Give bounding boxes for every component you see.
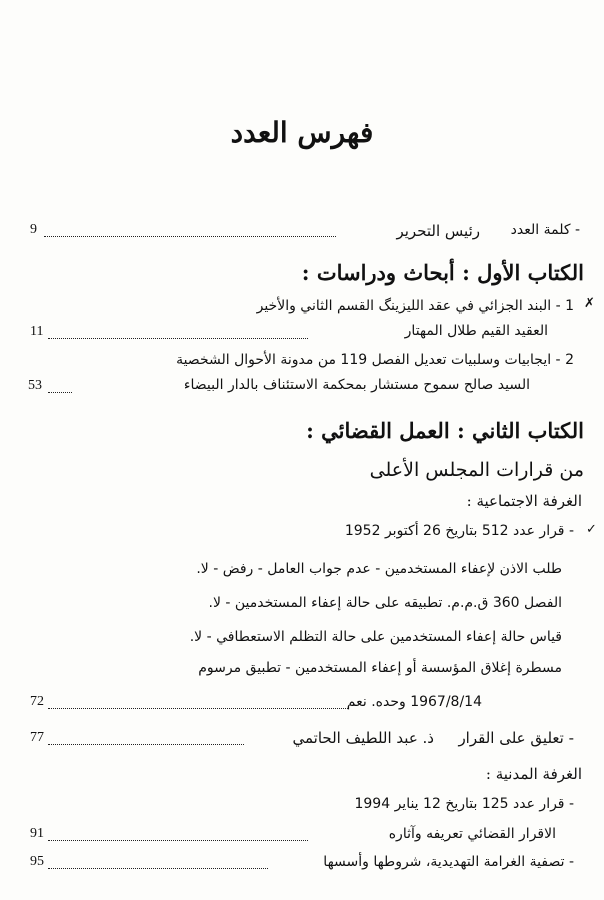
page-title: فهرس العدد — [230, 116, 374, 149]
item2-author: السيد صالح سموح مستشار بمحكمة الاستئناف بالدار البيضاء — [183, 377, 530, 393]
summary-line: قياس حالة إعفاء المستخدمين على حالة التظلم الاستعطافي - لا. — [189, 629, 562, 645]
summary-line: مسطرة إغلاق المؤسسة أو إعفاء المستخدمين - تطبيق مرسوم — [198, 660, 562, 676]
book2-subheading: من قرارات المجلس الأعلى — [369, 459, 584, 481]
book1-heading: الكتاب الأول : أبحاث ودراسات : — [301, 260, 584, 285]
leader-dots — [48, 744, 244, 745]
chamber-civil: الغرفة المدنية : — [485, 765, 582, 783]
book2-heading: الكتاب الثاني : العمل القضائي : — [306, 418, 584, 443]
summary-line: الفصل 360 ق.م.م. تطبيقه على حالة إعفاء المستخدمين - لا. — [208, 595, 562, 611]
leader-dots — [48, 392, 72, 393]
leader-dots — [48, 868, 268, 869]
comment-author: ذ. عبد اللطيف الحاتمي — [292, 729, 434, 747]
leader-dots — [44, 236, 336, 237]
decision2-title: - قرار عدد 125 بتاريخ 12 يناير 1994 — [354, 796, 574, 812]
page-number: 53 — [28, 378, 42, 393]
page-number: 72 — [30, 694, 44, 709]
page-number: 91 — [30, 826, 44, 841]
page-number: 95 — [30, 854, 44, 869]
leader-dots — [48, 840, 308, 841]
item2-title: 2 - ايجابيات وسلبيات تعديل الفصل 119 من مدونة الأحوال الشخصية — [176, 352, 574, 368]
summary-line: 1967/8/14 وحده. نعم — [346, 694, 482, 710]
summary-line: طلب الاذن لإعفاء المستخدمين - عدم جواب العامل - رفض - لا. — [196, 561, 562, 577]
page-number: 77 — [30, 730, 44, 745]
page-number: 11 — [30, 324, 44, 339]
entry-label: - كلمة العدد — [510, 222, 580, 238]
margin-mark: ✗ — [584, 296, 595, 311]
chamber-social: الغرفة الاجتماعية : — [466, 492, 582, 510]
comment-title: - تعليق على القرار — [458, 729, 574, 747]
summary-line: الاقرار القضائي تعريفه وآثاره — [388, 826, 556, 842]
item1-title: 1 - البند الجزائي في عقد الليزينگ القسم الثاني والأخير — [256, 298, 574, 314]
margin-mark: ✓ — [586, 522, 597, 537]
leader-dots — [48, 708, 348, 709]
page-number: 9 — [30, 222, 37, 237]
decision1-title: - قرار عدد 512 بتاريخ 26 أكتوبر 1952 — [344, 523, 574, 539]
entry-author: رئيس التحرير — [396, 222, 480, 240]
leader-dots — [48, 338, 308, 339]
item1-author: العقيد القيم طلال المهتار — [404, 323, 548, 339]
summary-line: - تصفية الغرامة التهديدية، شروطها وأسسها — [323, 854, 574, 870]
